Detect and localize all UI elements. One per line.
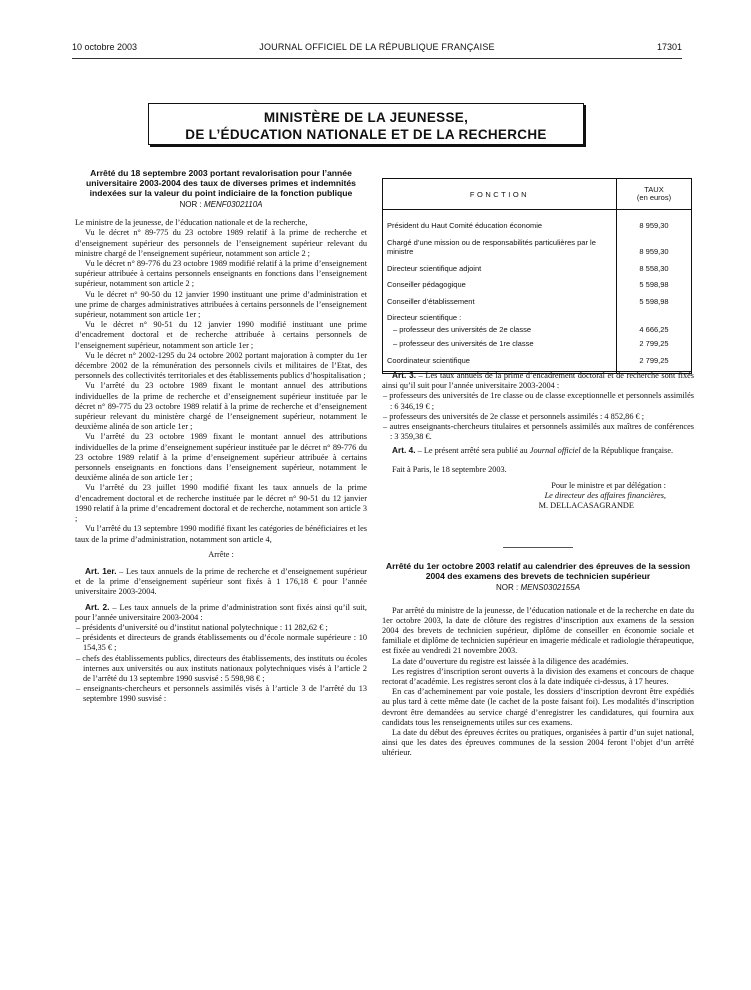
header-date: 10 octobre 2003 bbox=[72, 42, 138, 52]
article-3-bullet: – autres enseignants-chercheurs titulaires et personnels assimilés aux maîtres de conférences : 3 359,38 €. bbox=[383, 422, 694, 442]
table-row-label: Conseiller pédagogique bbox=[383, 279, 617, 296]
table-row-label: Directeur scientifique : bbox=[383, 312, 617, 324]
arrete1-paragraph: Vu le décret n° 2002-1295 du 24 octobre 2002 portant majoration à compter du 1er décembre 2002 de la rémunération des personnels civils et militaires de l’Etat, des personnels des collectivités territoriales et des établissements publics d’hospitalisation ; bbox=[75, 350, 367, 381]
table-spacer bbox=[383, 210, 617, 221]
article-4-text-b: de la République française. bbox=[580, 446, 674, 456]
article-4-journal: Journal officiel bbox=[529, 446, 581, 456]
arrete2-paragraph: La date du début des épreuves écrites ou pratiques, organisées à partir d’un sujet national, ainsi que les dates des épreuves communes de la session 2004 feront l’objet d’un arrêté ultérieur. bbox=[382, 728, 694, 758]
article-2-bullet: – présidents d’université ou d’institut national polytechnique : 11 282,62 € ; bbox=[76, 622, 328, 632]
arrete1-paragraph: Vu le décret n° 90-51 du 12 janvier 1990 modifié instituant une prime d’encadrement doctoral et de recherche attribuée à certains personnels de l’enseignement supérieur, notamment son article 1er ; bbox=[75, 320, 367, 350]
article-2-bullet: – chefs des établissements publics, directeurs des établissements, des instituts ou écoles internes aux universités ou aux instituts nationaux polytechniques visés à l’article 2 de l’arrêté du 13 septembre 1990 susvisé : 5 598,98 € ; bbox=[76, 653, 367, 683]
arrete2-title: Arrêté du 1er octobre 2003 relatif au calendrier des épreuves de la session 2004 des examens des brevets de technicien supérieur bbox=[385, 561, 691, 582]
table-row-label: Président du Haut Comité éducation économie bbox=[383, 220, 617, 237]
table-header-taux bbox=[617, 179, 692, 210]
arrete2-nor bbox=[382, 583, 694, 593]
arrete-word: Arrête : bbox=[208, 549, 234, 559]
arrete1-paragraph: Vu le décret n° 89-775 du 23 octobre 1989 relatif à la prime de recherche et d’enseignement supérieur des personnels de l’enseignement supérieur relevant du ministre chargé de l’enseignement supérieur, notamment son article 2 ; bbox=[75, 228, 367, 258]
table-header-fonction: FONCTION bbox=[383, 179, 617, 210]
table-row-value: 4 666,25 bbox=[617, 324, 692, 339]
article-4-text-a: – Le présent arrêté sera publié au bbox=[415, 446, 530, 456]
article-1-label: Art. 1er. bbox=[85, 565, 117, 576]
arrete1-paragraph: Vu l’arrêté du 23 octobre 1989 fixant le montant annuel des attributions individuelles de la prime d’enseignement supérieur instituée par le décret n° 89-776 du 23 octobre 1989 relatif à la prime d’enseignement supérieur attribuée à certains personnels enseignants en fonctions dans l’enseignement supérieur, notamment le deuxième alinéa de son article 1er ; bbox=[75, 432, 367, 483]
header-page-number: 17301 bbox=[656, 42, 682, 52]
table-row-label: Conseiller d’établissement bbox=[383, 296, 617, 313]
table-row-value: 8 959,30 bbox=[617, 237, 692, 263]
arrete1-title: Arrêté du 18 septembre 2003 portant revalorisation pour l’année universitaire 2003-2004 des taux de diverses primes et indemnités indexées sur la valeur du point indiciaire de la fonction publique bbox=[86, 168, 356, 198]
left-column bbox=[75, 168, 367, 705]
header-rule bbox=[72, 58, 682, 59]
article-4 bbox=[382, 445, 694, 456]
taux-unit: (en euros) bbox=[636, 193, 672, 202]
article-3-bullet: – professeurs des universités de 2e classe et personnels assimilés : 4 852,86 € ; bbox=[383, 411, 645, 421]
nor-label: NOR : bbox=[179, 200, 202, 209]
nor-label: NOR : bbox=[495, 583, 519, 593]
ministry-line-2: DE L’ÉDUCATION NATIONALE ET DE LA RECHERCHE bbox=[185, 127, 547, 142]
ministry-line-1: MINISTÈRE DE LA JEUNESSE, bbox=[263, 110, 469, 125]
arrete1-paragraph: Vu l’arrêté du 13 septembre 1990 modifié fixant les catégories de bénéficiaires et les taux de la prime d’administration, notamment son article 4, bbox=[75, 524, 367, 544]
table-row-value: 5 598,98 bbox=[617, 296, 692, 313]
table-row-value: 2 799,25 bbox=[617, 338, 692, 355]
article-3-label: Art. 3. bbox=[392, 370, 417, 380]
signature-title: Le directeur des affaires financières, bbox=[544, 491, 666, 501]
section-separator bbox=[503, 547, 573, 549]
table-row-label: Directeur scientifique adjoint bbox=[383, 263, 617, 280]
table-row-label: Coordinateur scientifique bbox=[383, 355, 617, 372]
table-row-value bbox=[617, 312, 692, 324]
table-spacer bbox=[617, 210, 692, 221]
article-2-label: Art. 2. bbox=[85, 601, 110, 612]
arrete2-paragraph: La date d’ouverture du registre est laissée à la diligence des académies. bbox=[392, 656, 629, 666]
signature-name: M. DELLACASAGRANDE bbox=[538, 501, 634, 511]
article-3-text: – Les taux annuels de la prime d’encadrement doctoral et de recherche sont fixés ainsi qu’il suit pour l’année universitaire 2003-2004 : bbox=[382, 371, 694, 391]
nor-code: MENS0302155A bbox=[520, 583, 581, 593]
right-column bbox=[382, 370, 694, 759]
signature-line-1: Pour le ministre et par délégation : bbox=[551, 480, 666, 490]
taux-table bbox=[382, 178, 692, 374]
page-header bbox=[72, 42, 682, 56]
article-3 bbox=[382, 370, 694, 391]
taux-label: TAUX bbox=[644, 185, 664, 194]
arrete2-paragraph: Par arrêté du ministre de la jeunesse, de l’éducation nationale et de la recherche en date du 1er octobre 2003, la date de clôture des registres d’inscription aux examens de la session 2004 des brevets de technicien supérieur, diplôme de conseiller en économie sociale et familiale et diplôme de technicien supérieur en imagerie médicale et radiologie thérapeutique, est fixée au vendredi 21 novembre 2003. bbox=[382, 605, 694, 656]
arrete1-paragraph: Vu le décret n° 90-50 du 12 janvier 1990 instituant une prime d’administration et une prime de charges administratives attribuées à certains personnels de l’enseignement supérieur, notamment son article 1er ; bbox=[75, 289, 367, 320]
article-2-bullet: – présidents et directeurs de grands établissements ou d’école normale supérieure : 10 154,35 € ; bbox=[76, 633, 367, 653]
arrete1-paragraph: Vu l’arrêté du 23 juillet 1990 modifié fixant les taux annuels de la prime d’encadrement doctoral et de recherche instituée par le décret n° 90-51 du 12 janvier 1990 relatif à la prime d’encadrement doctoral et de recherche, notamment son article 3 ; bbox=[75, 483, 367, 524]
ministry-banner bbox=[148, 103, 584, 145]
table-row-value: 2 799,25 bbox=[617, 355, 692, 372]
arrete2-paragraph: En cas d’acheminement par voie postale, les dossiers d’inscription devront être expédiés au plus tard à cette même date (le cachet de la poste faisant foi). Les modalités d’inscription devront être demandées au service chargé d’enregistrer les candidatures, qui fournira aux candidats tous les renseignements utiles sur ces examens. bbox=[382, 687, 694, 727]
done-at: Fait à Paris, le 18 septembre 2003. bbox=[392, 464, 507, 474]
article-1-text: – Les taux annuels de la prime de recherche et d’enseignement supérieur et de la prime d’enseignement supérieur sont fixés à 1 176,18 € pour l’année universitaire 2003-2004. bbox=[75, 566, 367, 597]
article-1 bbox=[75, 566, 367, 598]
article-2-bullet: – enseignants-chercheurs et personnels assimilés visés à l’article 3 de l’arrêté du 13 septembre 1990 susvisé : bbox=[76, 684, 367, 704]
arrete1-paragraph: Vu le décret n° 89-776 du 23 octobre 1989 modifié relatif à la prime d’enseignement supérieur attribuée à certains personnels enseignants en fonctions dans l’enseignement supérieur, notamment son article 2 ; bbox=[75, 259, 367, 289]
table-row-label: Chargé d’une mission ou de responsabilités particulières par le ministre bbox=[383, 237, 617, 263]
header-journal-title: JOURNAL OFFICIEL DE LA RÉPUBLIQUE FRANÇAISE bbox=[259, 42, 495, 52]
table-row-label: – professeur des universités de 1re classe bbox=[383, 338, 617, 355]
arrete1-paragraph: Vu l’arrêté du 23 octobre 1989 fixant le montant annuel des attributions individuelles de la prime de recherche et d’enseignement supérieur instituée par le décret n° 89-775 du 23 octobre 1989 relatif à la prime de recherche et d’enseignement supérieur relevant du ministère chargé de l’enseignement supérieur, notamment le deuxième alinéa de son article 1er ; bbox=[75, 381, 367, 432]
nor-code: MENF0302110A bbox=[203, 200, 263, 209]
arrete1-nor bbox=[75, 200, 367, 210]
table-row-label: – professeur des universités de 2e classe bbox=[383, 324, 617, 339]
article-3-bullet: – professeurs des universités de 1re classe ou de classe exceptionnelle et personnels assimilés : 6 346,19 € ; bbox=[383, 391, 694, 411]
article-2-text: – Les taux annuels de la prime d’administration sont fixés ainsi qu’il suit, pour l’année universitaire 2003-2004 : bbox=[75, 602, 367, 622]
article-2 bbox=[75, 602, 367, 623]
article-4-label: Art. 4. bbox=[392, 445, 416, 456]
signature-line-2 bbox=[382, 491, 694, 501]
arrete1-paragraph: Le ministre de la jeunesse, de l’éducation nationale et de la recherche, bbox=[75, 218, 308, 228]
arrete2-paragraph: Les registres d’inscription seront ouverts à la division des examens et concours de chaque rectorat d’académie. Les registres seront clos à la date indiquée ci-dessus, à 17 heures. bbox=[382, 666, 694, 687]
table-row-value: 5 598,98 bbox=[617, 279, 692, 296]
table-row-value: 8 558,30 bbox=[617, 263, 692, 280]
table-row-value: 8 959,30 bbox=[617, 220, 692, 237]
